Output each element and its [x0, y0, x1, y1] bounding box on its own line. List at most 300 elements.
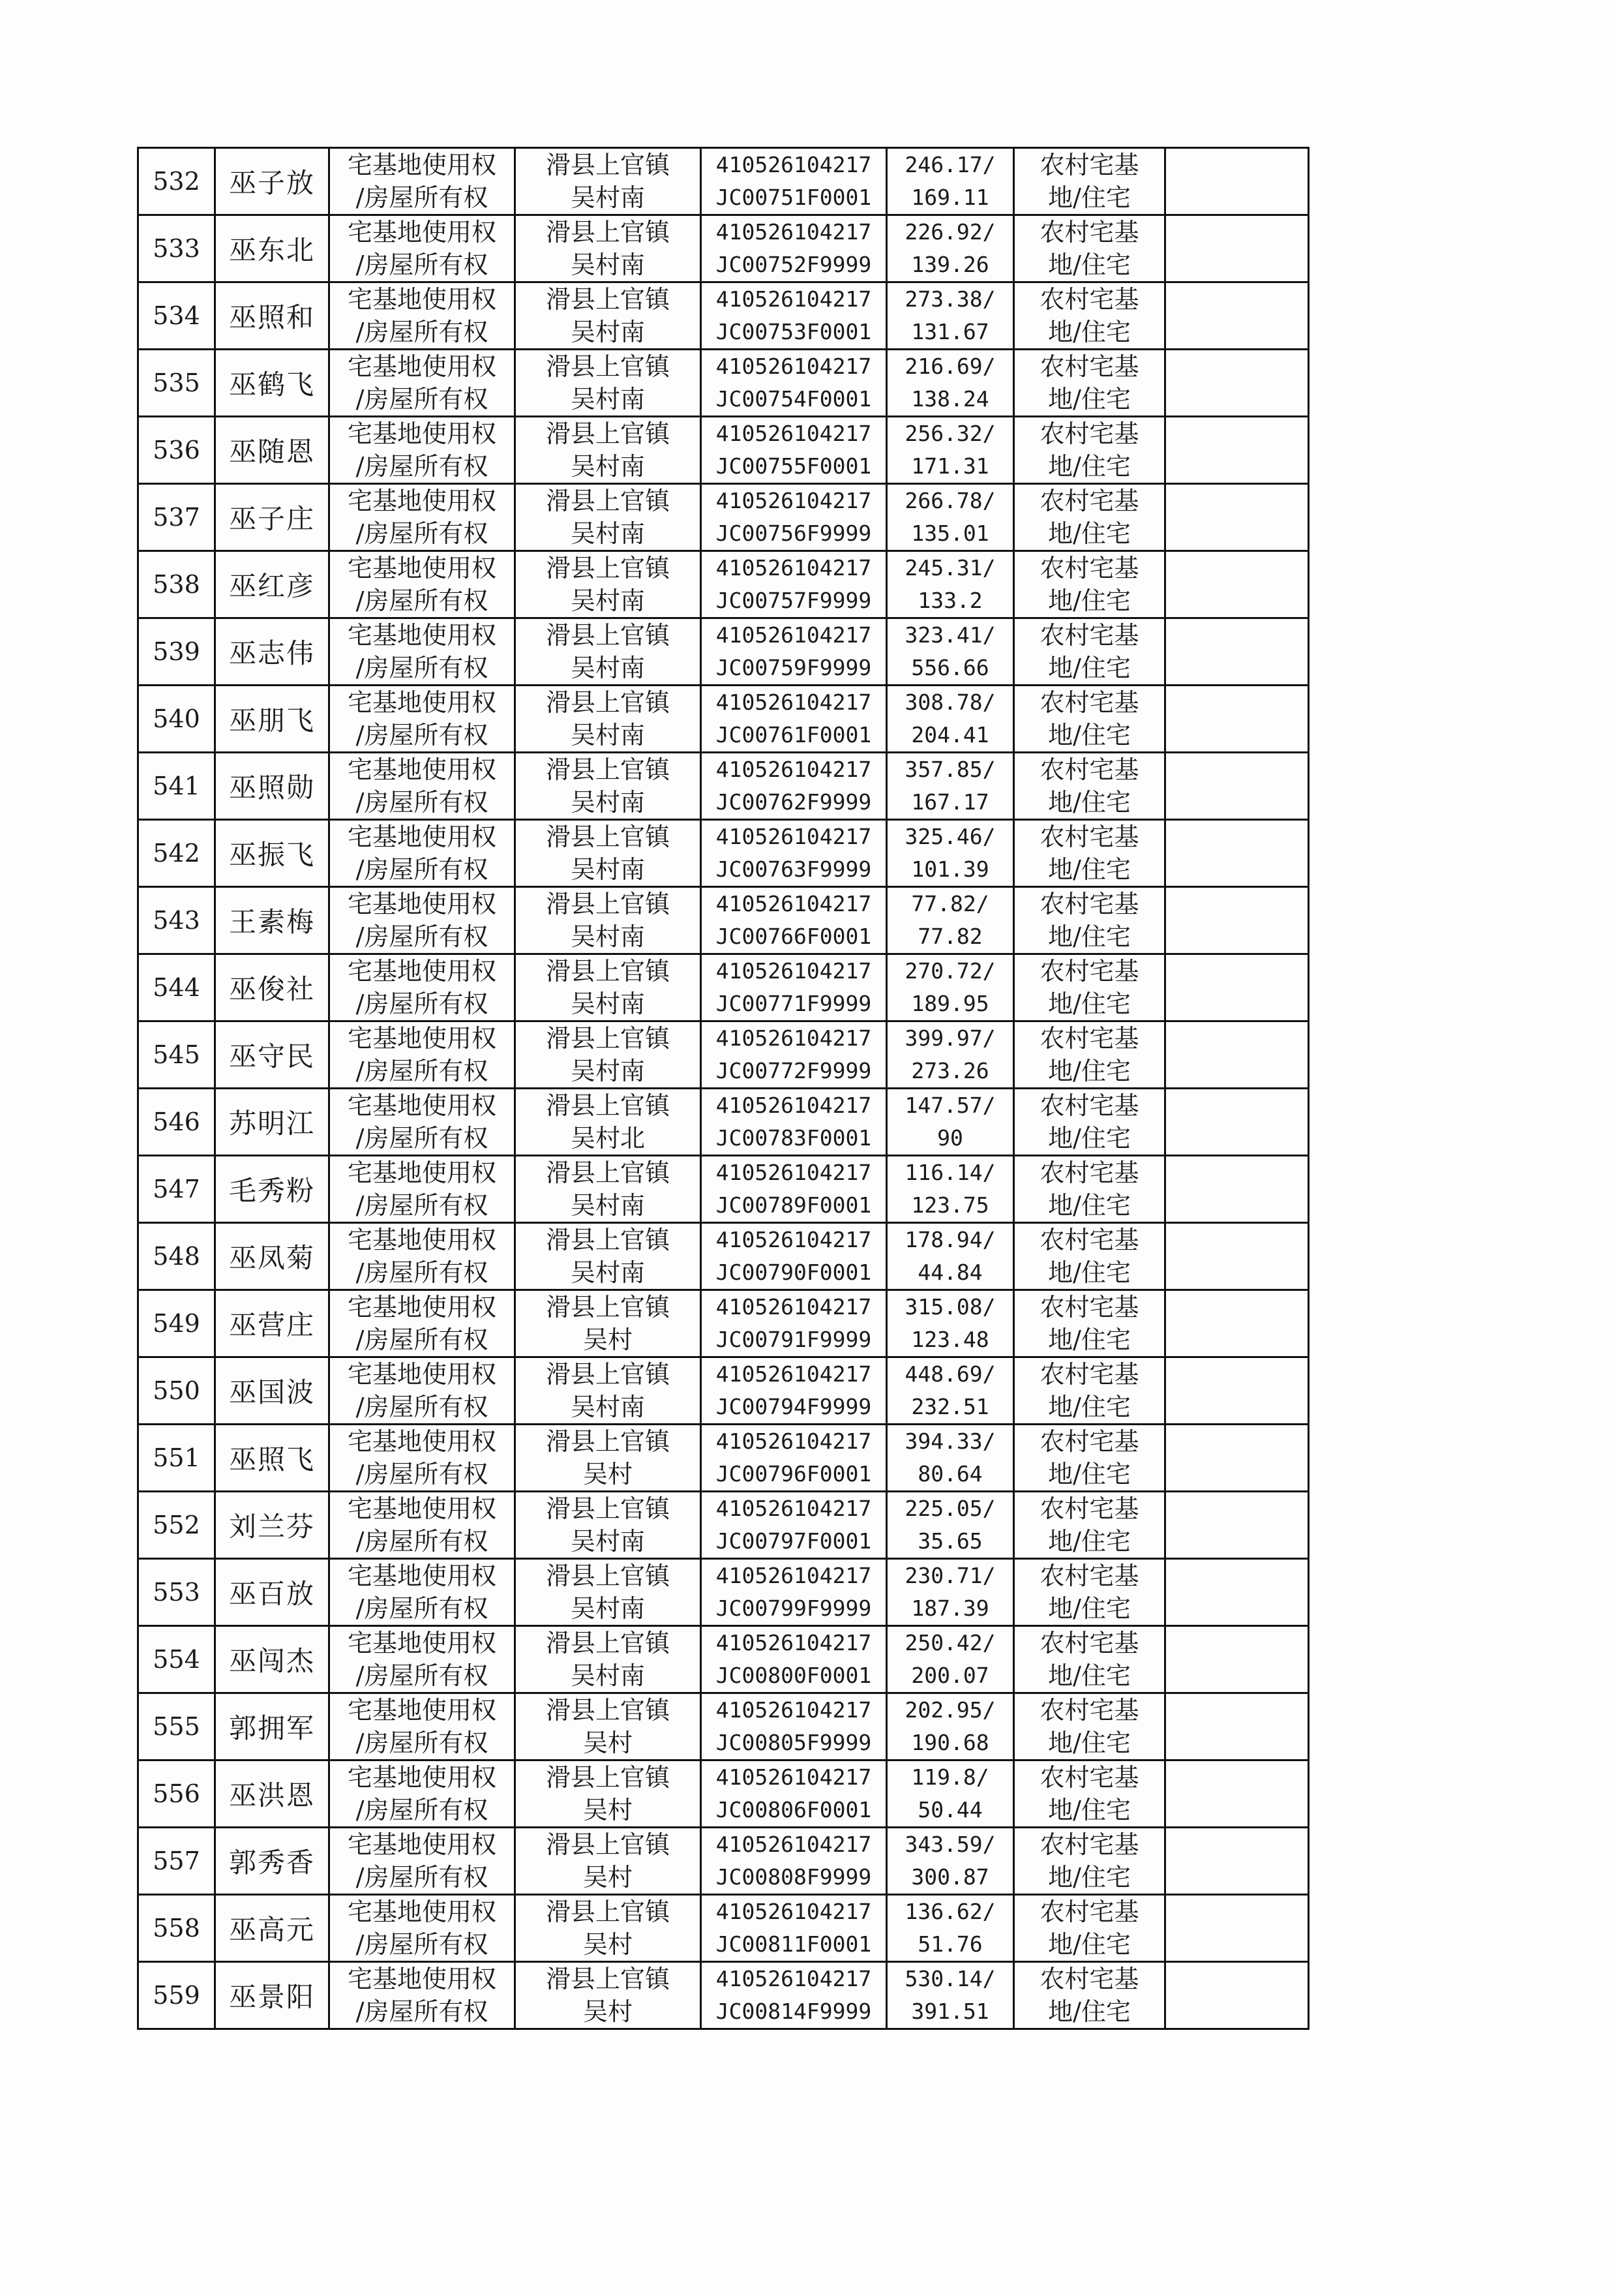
area-cell	[887, 820, 1014, 887]
area-cell	[887, 1290, 1014, 1357]
right-type-line-2: /房屋所有权	[355, 519, 488, 548]
location-line-2: 吴村南	[570, 250, 645, 279]
unit-code-cell	[701, 887, 887, 954]
unit-code-line-2: JC00789F0001	[715, 1192, 872, 1218]
row-number-cell: 544	[138, 954, 215, 1021]
right-type-line-2: /房屋所有权	[355, 922, 488, 951]
unit-code-line-1: 410526104217	[715, 757, 872, 782]
unit-code-line-2: JC00790F0001	[715, 1260, 872, 1285]
right-type-cell	[329, 1828, 515, 1895]
unit-code-cell	[701, 1559, 887, 1626]
right-type-cell	[329, 1156, 515, 1223]
location-line-1: 滑县上官镇	[545, 1360, 670, 1389]
location-line-2: 吴村	[582, 1460, 633, 1488]
unit-code-line-2: JC00772F9999	[715, 1058, 872, 1083]
land-use-line-2: 地/住宅	[1048, 989, 1131, 1018]
unit-code-line-2: JC00799F9999	[715, 1595, 872, 1621]
area-line-2: 77.82	[918, 924, 983, 949]
row-number-cell: 539	[138, 618, 215, 686]
area-line-1: 394.33/	[905, 1428, 996, 1454]
unit-code-line-1: 410526104217	[715, 219, 872, 245]
owner-name-cell: 巫百放	[215, 1559, 329, 1626]
table-body	[138, 148, 1309, 2029]
location-line-2: 吴村南	[570, 721, 645, 749]
land-use-line-2: 地/住宅	[1048, 183, 1131, 212]
land-use-cell	[1014, 350, 1165, 417]
land-use-line-2: 地/住宅	[1048, 1258, 1131, 1287]
land-use-cell	[1014, 148, 1165, 215]
area-cell	[887, 1828, 1014, 1895]
location-line-2: 吴村南	[570, 385, 645, 414]
table-row	[138, 215, 1309, 282]
right-type-cell	[329, 686, 515, 753]
location-cell	[515, 1962, 701, 2029]
unit-code-cell	[701, 282, 887, 350]
remarks-cell	[1165, 1357, 1309, 1425]
unit-code-line-2: JC00791F9999	[715, 1327, 872, 1352]
location-line-1: 滑县上官镇	[545, 1091, 670, 1120]
location-line-2: 吴村南	[570, 1661, 645, 1690]
unit-code-cell	[701, 350, 887, 417]
area-line-2: 50.44	[918, 1797, 983, 1822]
right-type-line-1: 宅基地使用权	[347, 1293, 496, 1322]
right-type-line-2: /房屋所有权	[355, 183, 488, 212]
unit-code-cell	[701, 148, 887, 215]
area-cell	[887, 215, 1014, 282]
location-cell	[515, 1290, 701, 1357]
land-use-cell	[1014, 1492, 1165, 1559]
unit-code-line-1: 410526104217	[715, 1697, 872, 1723]
right-type-line-1: 宅基地使用权	[347, 755, 496, 784]
right-type-line-1: 宅基地使用权	[347, 1158, 496, 1187]
right-type-line-1: 宅基地使用权	[347, 218, 496, 247]
land-use-cell	[1014, 1693, 1165, 1760]
unit-code-line-2: JC00797F0001	[715, 1528, 872, 1554]
table-row	[138, 1895, 1309, 1962]
row-number-cell: 547	[138, 1156, 215, 1223]
owner-name-cell: 巫洪恩	[215, 1760, 329, 1828]
unit-code-line-1: 410526104217	[715, 1496, 872, 1521]
area-line-2: 123.48	[911, 1327, 989, 1352]
owner-name-cell: 巫东北	[215, 215, 329, 282]
land-use-line-1: 农村宅基	[1040, 688, 1139, 717]
row-number-cell: 557	[138, 1828, 215, 1895]
land-use-line-2: 地/住宅	[1048, 250, 1131, 279]
location-line-1: 滑县上官镇	[545, 1226, 670, 1254]
area-line-1: 226.92/	[905, 219, 996, 245]
remarks-cell	[1165, 417, 1309, 484]
row-number-cell: 559	[138, 1962, 215, 2029]
owner-name-cell: 毛秀粉	[215, 1156, 329, 1223]
owner-name-cell: 巫凤菊	[215, 1223, 329, 1290]
table-row	[138, 148, 1309, 215]
unit-code-line-1: 410526104217	[715, 1832, 872, 1857]
land-use-line-2: 地/住宅	[1048, 586, 1131, 615]
location-cell	[515, 484, 701, 551]
row-number-cell: 553	[138, 1559, 215, 1626]
row-number-cell: 551	[138, 1425, 215, 1492]
right-type-line-1: 宅基地使用权	[347, 1091, 496, 1120]
unit-code-line-2: JC00762F9999	[715, 789, 872, 815]
remarks-cell	[1165, 1626, 1309, 1693]
right-type-line-2: /房屋所有权	[355, 1527, 488, 1556]
land-use-line-2: 地/住宅	[1048, 1460, 1131, 1488]
area-line-2: 44.84	[918, 1260, 983, 1285]
right-type-line-1: 宅基地使用权	[347, 1965, 496, 1993]
land-use-cell	[1014, 417, 1165, 484]
area-line-2: 167.17	[911, 789, 989, 815]
remarks-cell	[1165, 551, 1309, 618]
area-line-1: 245.31/	[905, 555, 996, 581]
right-type-line-1: 宅基地使用权	[347, 487, 496, 515]
row-number-cell: 540	[138, 686, 215, 753]
right-type-cell	[329, 1357, 515, 1425]
area-cell	[887, 618, 1014, 686]
remarks-cell	[1165, 887, 1309, 954]
area-cell	[887, 1425, 1014, 1492]
unit-code-line-1: 410526104217	[715, 824, 872, 849]
land-use-cell	[1014, 1828, 1165, 1895]
location-line-2: 吴村	[582, 1729, 633, 1757]
right-type-line-1: 宅基地使用权	[347, 1897, 496, 1926]
land-use-line-1: 农村宅基	[1040, 554, 1139, 582]
area-line-2: 123.75	[911, 1192, 989, 1218]
location-line-2: 吴村南	[570, 922, 645, 951]
right-type-line-1: 宅基地使用权	[347, 352, 496, 381]
land-use-cell	[1014, 753, 1165, 820]
row-number-cell: 550	[138, 1357, 215, 1425]
unit-code-cell	[701, 1895, 887, 1962]
owner-name-cell: 巫振飞	[215, 820, 329, 887]
area-line-2: 200.07	[911, 1663, 989, 1688]
land-use-cell	[1014, 484, 1165, 551]
area-line-2: 187.39	[911, 1595, 989, 1621]
row-number-cell: 542	[138, 820, 215, 887]
area-line-1: 230.71/	[905, 1563, 996, 1588]
location-line-1: 滑县上官镇	[545, 1763, 670, 1792]
land-use-line-1: 农村宅基	[1040, 1024, 1139, 1053]
location-cell	[515, 282, 701, 350]
location-cell	[515, 753, 701, 820]
table-row	[138, 618, 1309, 686]
land-use-line-2: 地/住宅	[1048, 452, 1131, 481]
land-use-cell	[1014, 1156, 1165, 1223]
unit-code-line-1: 410526104217	[715, 1428, 872, 1454]
table-row	[138, 954, 1309, 1021]
land-use-line-1: 农村宅基	[1040, 1427, 1139, 1456]
right-type-line-2: /房屋所有权	[355, 788, 488, 817]
table-row	[138, 417, 1309, 484]
location-cell	[515, 1089, 701, 1156]
unit-code-line-1: 410526104217	[715, 152, 872, 177]
area-line-1: 530.14/	[905, 1966, 996, 1991]
area-line-2: 51.76	[918, 1931, 983, 1957]
area-line-2: 138.24	[911, 386, 989, 412]
unit-code-line-2: JC00755F0001	[715, 453, 872, 479]
area-line-1: 77.82/	[911, 891, 989, 916]
location-line-1: 滑县上官镇	[545, 1024, 670, 1053]
location-line-1: 滑县上官镇	[545, 352, 670, 381]
row-number-cell: 537	[138, 484, 215, 551]
remarks-cell	[1165, 1559, 1309, 1626]
location-line-2: 吴村南	[570, 452, 645, 481]
remarks-cell	[1165, 954, 1309, 1021]
owner-name-cell: 巫闯杰	[215, 1626, 329, 1693]
unit-code-cell	[701, 1223, 887, 1290]
location-line-1: 滑县上官镇	[545, 1830, 670, 1859]
location-cell	[515, 350, 701, 417]
row-number-cell: 538	[138, 551, 215, 618]
location-cell	[515, 1021, 701, 1089]
row-number-cell: 532	[138, 148, 215, 215]
right-type-line-1: 宅基地使用权	[347, 1226, 496, 1254]
unit-code-cell	[701, 618, 887, 686]
location-line-1: 滑县上官镇	[545, 285, 670, 314]
land-use-cell	[1014, 551, 1165, 618]
right-type-cell	[329, 820, 515, 887]
land-use-line-2: 地/住宅	[1048, 788, 1131, 817]
table-row	[138, 1962, 1309, 2029]
land-use-line-1: 农村宅基	[1040, 218, 1139, 247]
land-use-cell	[1014, 1223, 1165, 1290]
area-line-1: 147.57/	[905, 1093, 996, 1118]
area-line-2: 171.31	[911, 453, 989, 479]
location-line-1: 滑县上官镇	[545, 823, 670, 851]
unit-code-cell	[701, 417, 887, 484]
right-type-cell	[329, 350, 515, 417]
land-use-line-1: 农村宅基	[1040, 621, 1139, 650]
right-type-line-1: 宅基地使用权	[347, 151, 496, 179]
area-cell	[887, 1492, 1014, 1559]
location-line-1: 滑县上官镇	[545, 1629, 670, 1657]
remarks-cell	[1165, 1021, 1309, 1089]
unit-code-cell	[701, 1021, 887, 1089]
area-line-1: 323.41/	[905, 622, 996, 648]
unit-code-cell	[701, 1828, 887, 1895]
unit-code-line-1: 410526104217	[715, 1361, 872, 1387]
area-cell	[887, 1559, 1014, 1626]
right-type-cell	[329, 753, 515, 820]
land-use-cell	[1014, 1895, 1165, 1962]
row-number-cell: 558	[138, 1895, 215, 1962]
area-line-1: 246.17/	[905, 152, 996, 177]
area-line-2: 232.51	[911, 1394, 989, 1419]
land-use-cell	[1014, 820, 1165, 887]
owner-name-cell: 巫红彦	[215, 551, 329, 618]
table-row	[138, 1156, 1309, 1223]
remarks-cell	[1165, 1828, 1309, 1895]
unit-code-cell	[701, 820, 887, 887]
location-line-2: 吴村南	[570, 519, 645, 548]
remarks-cell	[1165, 1693, 1309, 1760]
remarks-cell	[1165, 282, 1309, 350]
owner-name-cell: 巫子庄	[215, 484, 329, 551]
area-line-2: 35.65	[918, 1528, 983, 1554]
table-row	[138, 551, 1309, 618]
unit-code-line-2: JC00771F9999	[715, 991, 872, 1016]
land-use-line-2: 地/住宅	[1048, 519, 1131, 548]
land-use-cell	[1014, 686, 1165, 753]
area-line-1: 266.78/	[905, 488, 996, 513]
remarks-cell	[1165, 484, 1309, 551]
table-row	[138, 350, 1309, 417]
area-line-2: 169.11	[911, 185, 989, 210]
owner-name-cell: 巫子放	[215, 148, 329, 215]
right-type-cell	[329, 887, 515, 954]
land-use-line-1: 农村宅基	[1040, 823, 1139, 851]
unit-code-line-1: 410526104217	[715, 891, 872, 916]
area-line-1: 343.59/	[905, 1832, 996, 1857]
unit-code-line-1: 410526104217	[715, 286, 872, 312]
location-cell	[515, 1425, 701, 1492]
unit-code-line-2: JC00805F9999	[715, 1730, 872, 1755]
land-use-line-2: 地/住宅	[1048, 385, 1131, 414]
table-row	[138, 820, 1309, 887]
unit-code-line-1: 410526104217	[715, 1899, 872, 1924]
location-cell	[515, 887, 701, 954]
land-use-line-1: 农村宅基	[1040, 151, 1139, 179]
land-use-cell	[1014, 1021, 1165, 1089]
area-cell	[887, 1760, 1014, 1828]
table-row	[138, 1357, 1309, 1425]
right-type-cell	[329, 1492, 515, 1559]
remarks-cell	[1165, 350, 1309, 417]
area-line-1: 216.69/	[905, 354, 996, 379]
unit-code-line-1: 410526104217	[715, 622, 872, 648]
area-cell	[887, 1626, 1014, 1693]
unit-code-line-1: 410526104217	[715, 1025, 872, 1051]
land-use-cell	[1014, 215, 1165, 282]
right-type-line-1: 宅基地使用权	[347, 1629, 496, 1657]
area-cell	[887, 1223, 1014, 1290]
location-line-2: 吴村	[582, 1997, 633, 2026]
row-number-cell: 554	[138, 1626, 215, 1693]
right-type-line-2: /房屋所有权	[355, 1124, 488, 1153]
row-number-cell: 548	[138, 1223, 215, 1290]
location-line-2: 吴村南	[570, 654, 645, 682]
location-line-2: 吴村	[582, 1325, 633, 1354]
right-type-cell	[329, 1626, 515, 1693]
location-cell	[515, 1693, 701, 1760]
remarks-cell	[1165, 1156, 1309, 1223]
right-type-line-2: /房屋所有权	[355, 1057, 488, 1085]
row-number-cell: 549	[138, 1290, 215, 1357]
remarks-cell	[1165, 1425, 1309, 1492]
owner-name-cell: 巫守民	[215, 1021, 329, 1089]
area-cell	[887, 1021, 1014, 1089]
location-cell	[515, 1223, 701, 1290]
right-type-cell	[329, 1895, 515, 1962]
right-type-line-1: 宅基地使用权	[347, 688, 496, 717]
table-row	[138, 1559, 1309, 1626]
property-rights-table	[137, 147, 1309, 2030]
land-use-line-2: 地/住宅	[1048, 922, 1131, 951]
area-line-1: 178.94/	[905, 1227, 996, 1252]
location-cell	[515, 1559, 701, 1626]
location-cell	[515, 148, 701, 215]
owner-name-cell: 巫志伟	[215, 618, 329, 686]
land-use-line-1: 农村宅基	[1040, 487, 1139, 515]
location-line-2: 吴村南	[570, 1393, 645, 1421]
row-number-cell: 543	[138, 887, 215, 954]
area-line-2: 300.87	[911, 1864, 989, 1890]
remarks-cell	[1165, 1760, 1309, 1828]
owner-name-cell: 巫俊社	[215, 954, 329, 1021]
location-line-2: 吴村	[582, 1796, 633, 1824]
table-row	[138, 686, 1309, 753]
right-type-line-2: /房屋所有权	[355, 1661, 488, 1690]
right-type-cell	[329, 618, 515, 686]
remarks-cell	[1165, 1223, 1309, 1290]
land-use-cell	[1014, 1290, 1165, 1357]
area-line-2: 189.95	[911, 991, 989, 1016]
area-line-2: 556.66	[911, 655, 989, 680]
area-line-2: 391.51	[911, 1999, 989, 2024]
location-line-1: 滑县上官镇	[545, 218, 670, 247]
land-use-line-1: 农村宅基	[1040, 1629, 1139, 1657]
remarks-cell	[1165, 820, 1309, 887]
area-line-2: 131.67	[911, 319, 989, 344]
location-line-1: 滑县上官镇	[545, 890, 670, 918]
unit-code-cell	[701, 1156, 887, 1223]
location-line-1: 滑县上官镇	[545, 1897, 670, 1926]
location-line-1: 滑县上官镇	[545, 1427, 670, 1456]
location-line-2: 吴村	[582, 1930, 633, 1959]
land-use-cell	[1014, 1425, 1165, 1492]
location-line-2: 吴村南	[570, 183, 645, 212]
area-cell	[887, 1895, 1014, 1962]
location-line-1: 滑县上官镇	[545, 755, 670, 784]
area-cell	[887, 1962, 1014, 2029]
land-use-line-1: 农村宅基	[1040, 1897, 1139, 1926]
right-type-cell	[329, 282, 515, 350]
right-type-cell	[329, 954, 515, 1021]
location-line-2: 吴村南	[570, 1594, 645, 1623]
unit-code-line-2: JC00766F0001	[715, 924, 872, 949]
area-line-1: 119.8/	[911, 1764, 989, 1790]
area-line-2: 190.68	[911, 1730, 989, 1755]
right-type-line-2: /房屋所有权	[355, 452, 488, 481]
land-use-line-1: 农村宅基	[1040, 1494, 1139, 1523]
owner-name-cell: 巫照飞	[215, 1425, 329, 1492]
area-cell	[887, 350, 1014, 417]
area-cell	[887, 282, 1014, 350]
land-use-line-1: 农村宅基	[1040, 1158, 1139, 1187]
location-line-2: 吴村	[582, 1863, 633, 1892]
unit-code-line-1: 410526104217	[715, 1093, 872, 1118]
unit-code-cell	[701, 1089, 887, 1156]
unit-code-line-1: 410526104217	[715, 421, 872, 446]
land-use-line-1: 农村宅基	[1040, 1763, 1139, 1792]
unit-code-cell	[701, 1760, 887, 1828]
land-use-line-1: 农村宅基	[1040, 285, 1139, 314]
land-use-line-2: 地/住宅	[1048, 318, 1131, 346]
area-cell	[887, 148, 1014, 215]
right-type-line-2: /房屋所有权	[355, 1997, 488, 2026]
right-type-line-2: /房屋所有权	[355, 1191, 488, 1220]
land-use-line-1: 农村宅基	[1040, 419, 1139, 448]
right-type-cell	[329, 1089, 515, 1156]
row-number-cell: 555	[138, 1693, 215, 1760]
right-type-line-2: /房屋所有权	[355, 989, 488, 1018]
right-type-line-1: 宅基地使用权	[347, 1494, 496, 1523]
right-type-line-1: 宅基地使用权	[347, 285, 496, 314]
unit-code-line-2: JC00808F9999	[715, 1864, 872, 1890]
right-type-cell	[329, 1559, 515, 1626]
land-use-line-1: 农村宅基	[1040, 890, 1139, 918]
area-cell	[887, 887, 1014, 954]
location-line-1: 滑县上官镇	[545, 957, 670, 986]
